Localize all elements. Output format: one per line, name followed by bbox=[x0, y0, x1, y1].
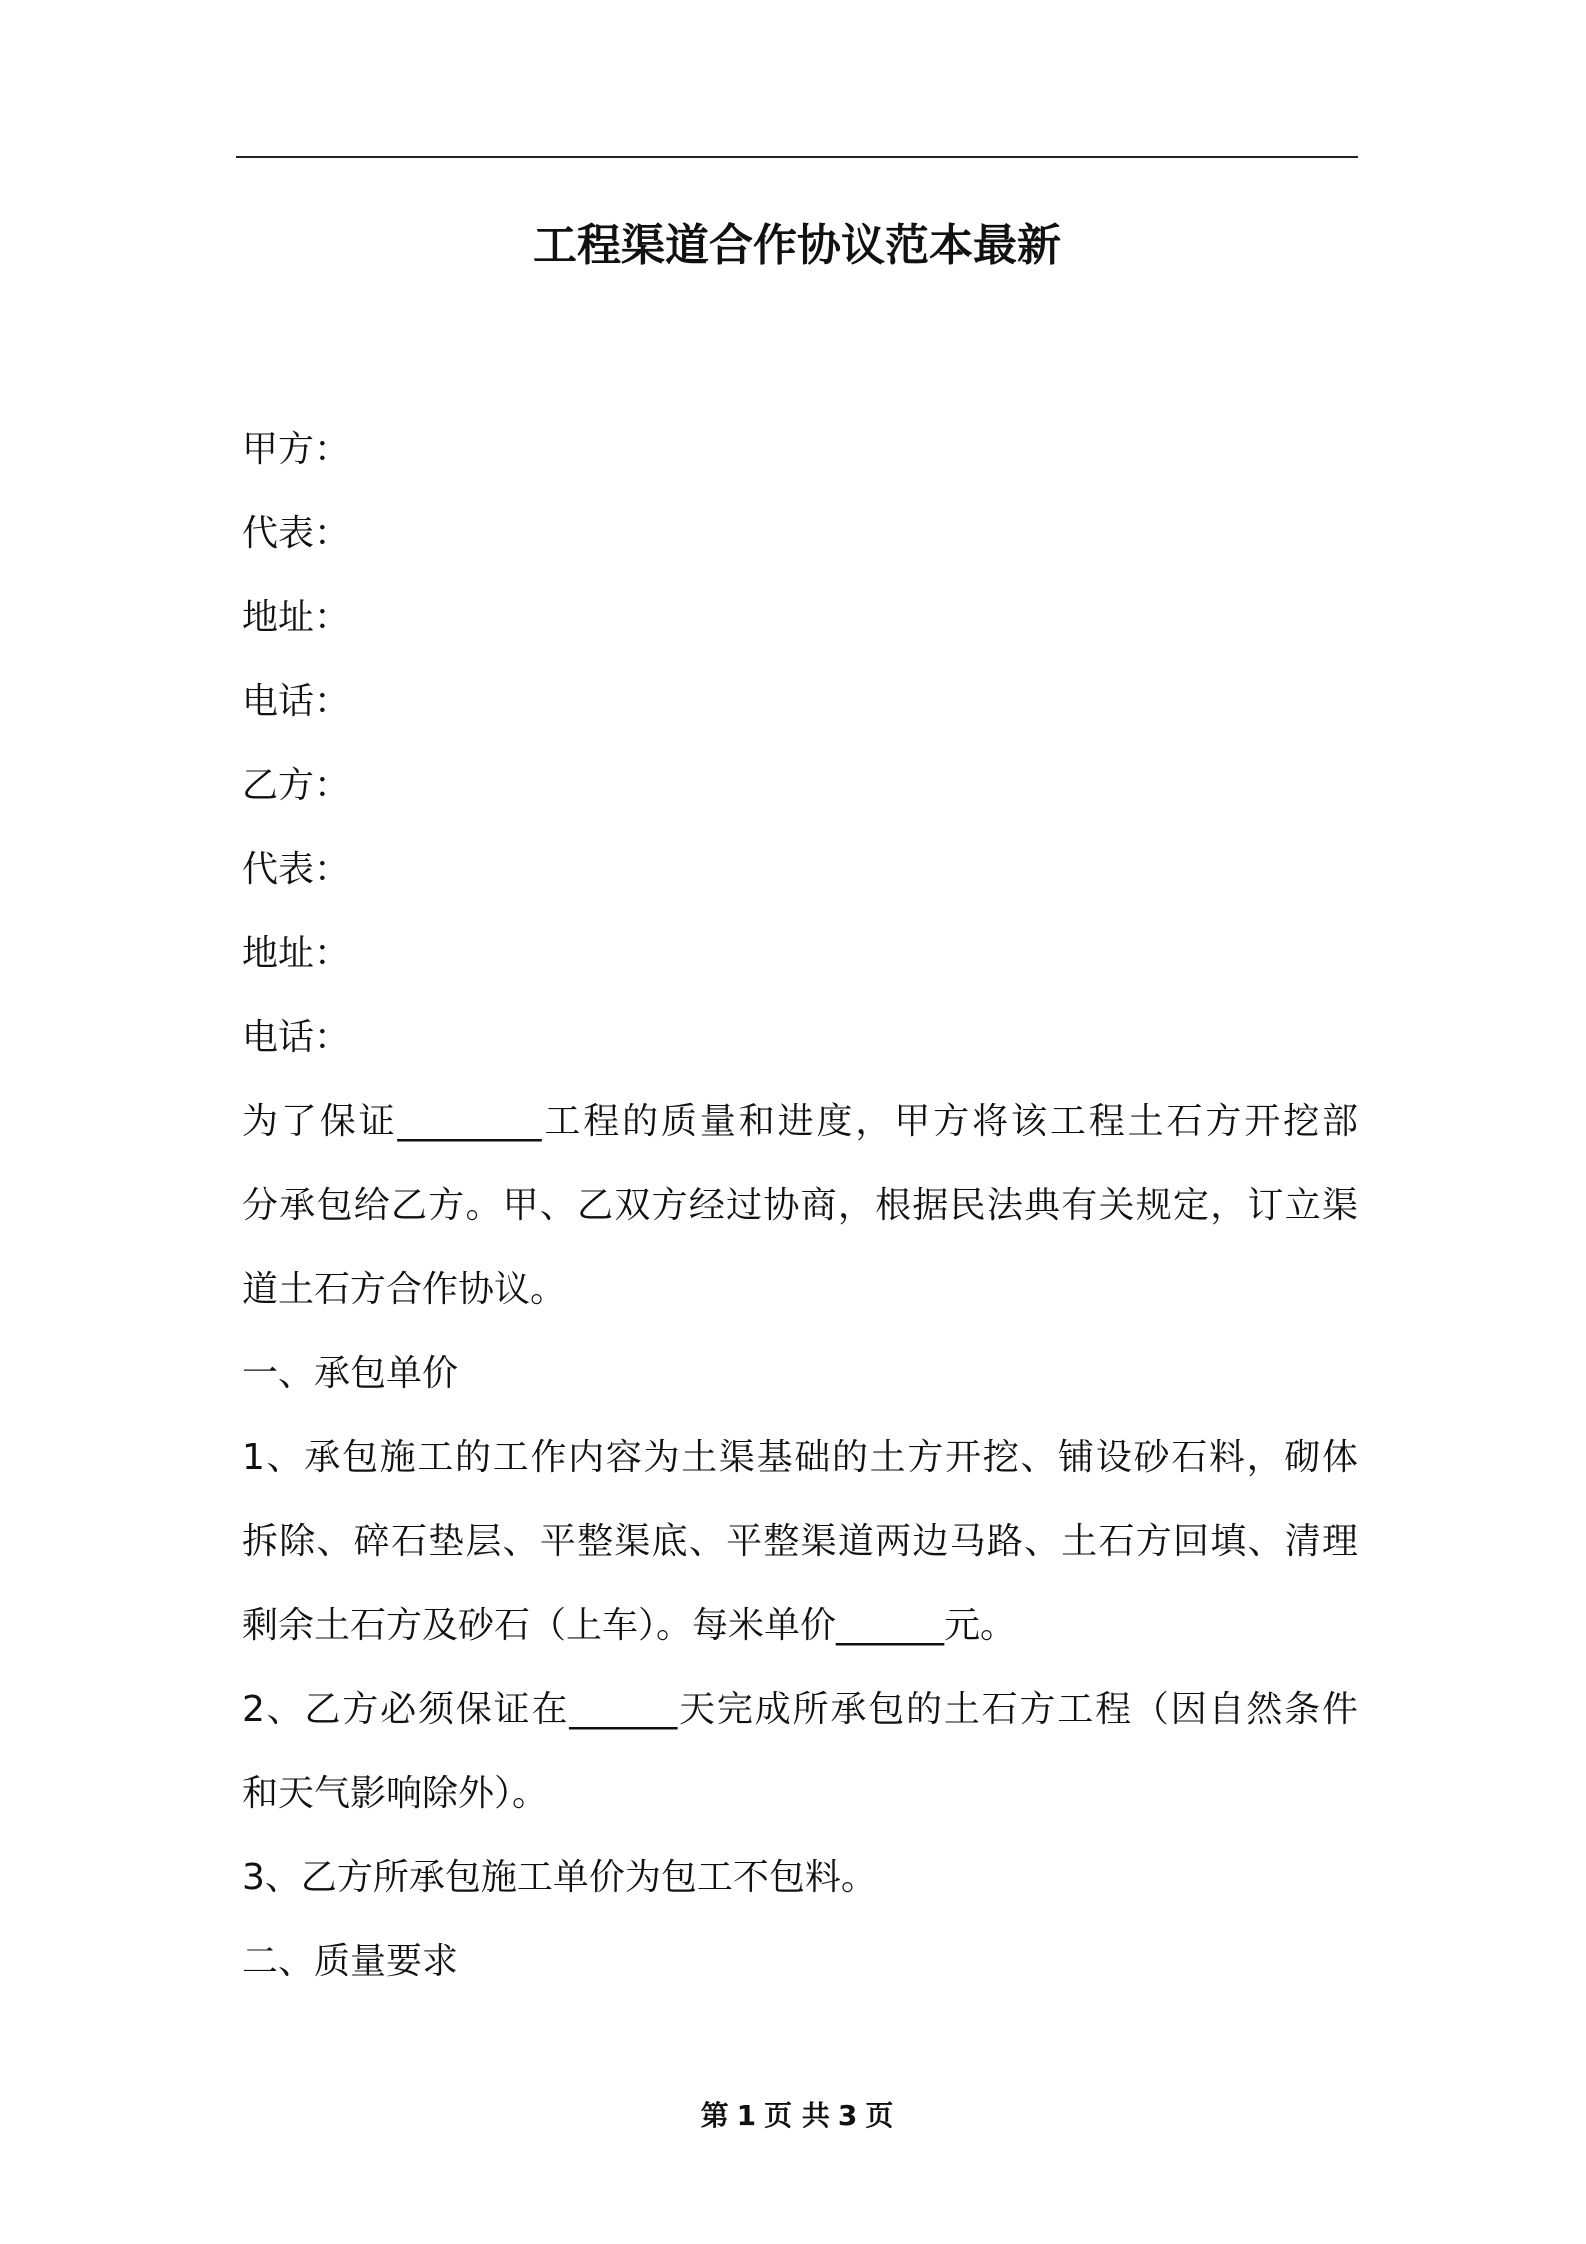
clause-1-line: 剩余土石方及砂石（上车）。每米单价______元。 bbox=[242, 1605, 1017, 1646]
section-heading-quality: 二、质量要求 bbox=[242, 1941, 459, 1982]
clause-1-line: 拆除、碎石垫层、平整渠底、平整渠道两边马路、土石方回填、清理 bbox=[242, 1521, 1358, 1562]
clause-2-line: 2、乙方必须保证在______天完成所承包的土石方工程（因自然条件 bbox=[242, 1689, 1358, 1730]
party-b-representative-label: 代表： bbox=[242, 849, 351, 890]
clause-1-line: 1、承包施工的工作内容为土渠基础的土方开挖、铺设砂石料，砌体 bbox=[242, 1437, 1358, 1478]
party-a-representative-label: 代表： bbox=[242, 513, 351, 554]
intro-paragraph-line: 道土石方合作协议。 bbox=[242, 1269, 567, 1310]
footer-total-pages: 3 bbox=[837, 2099, 858, 2132]
clause-3: 3、乙方所承包施工单价为包工不包料。 bbox=[242, 1857, 877, 1898]
party-a-address-label: 地址： bbox=[242, 597, 351, 638]
party-b-label: 乙方： bbox=[242, 765, 351, 806]
party-a-phone-label: 电话： bbox=[242, 681, 351, 722]
header-rule bbox=[236, 156, 1358, 158]
intro-paragraph-line: 为了保证________工程的质量和进度，甲方将该工程土石方开挖部 bbox=[242, 1101, 1358, 1142]
footer-suffix: 页 bbox=[865, 2099, 894, 2132]
party-b-phone-label: 电话： bbox=[242, 1017, 351, 1058]
document-title: 工程渠道合作协议范本最新 bbox=[533, 220, 1061, 271]
clause-2-line: 和天气影响除外）。 bbox=[242, 1773, 549, 1814]
party-a-label: 甲方： bbox=[242, 429, 351, 470]
footer-prefix: 第 bbox=[700, 2099, 729, 2132]
document-body bbox=[242, 408, 1358, 2004]
page-footer bbox=[236, 2096, 1358, 2136]
footer-middle: 页 共 bbox=[764, 2099, 830, 2132]
section-heading-unit-price: 一、承包单价 bbox=[242, 1353, 459, 1394]
party-b-address-label: 地址： bbox=[242, 933, 351, 974]
footer-current-page: 1 bbox=[736, 2099, 757, 2132]
intro-paragraph-line: 分承包给乙方。甲、乙双方经过协商，根据民法典有关规定，订立渠 bbox=[242, 1185, 1358, 1226]
